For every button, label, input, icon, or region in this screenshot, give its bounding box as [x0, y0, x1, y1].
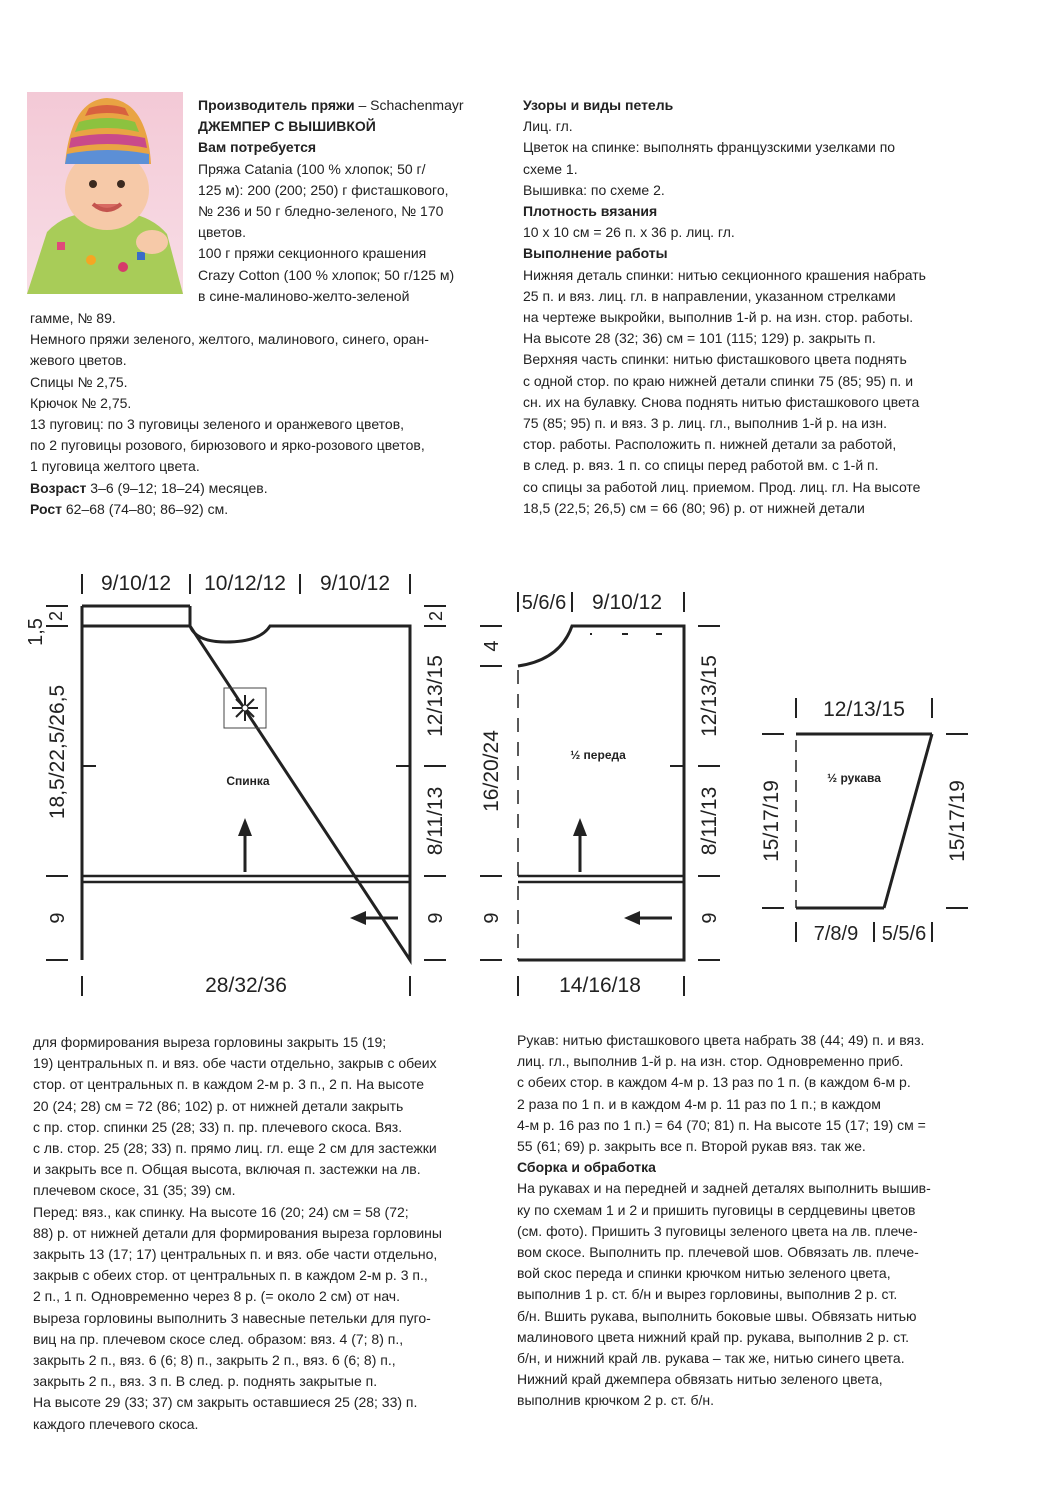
instruction-line: в след. р. вяз. 1 п. со спицы перед работой вм. с 1-й п.	[523, 457, 879, 474]
materials-line: жевого цветов.	[30, 352, 127, 369]
height-value: 62–68 (74–80; 86–92) см.	[62, 500, 229, 517]
text-line: 4-м р. 16 раз по 1 п.) = 64 (70; 81) п. На высоте 15 (17; 19) см =	[517, 1116, 926, 1133]
need-heading: Вам потребуется	[198, 139, 317, 156]
instruction-line: Лиц. гл.	[523, 118, 573, 135]
sleeve-piece-outline	[796, 734, 932, 908]
text-line: закрыть 2 п., вяз. 6 (6; 8) п., закрыть 2 п., вяз. 6 (6; 8) п.,	[33, 1352, 396, 1369]
materials-continued	[30, 308, 429, 520]
back-top-dim-3: 9/10/12	[319, 572, 391, 595]
work-heading: Выполнение работы	[523, 245, 668, 262]
materials-line: Немного пряжи зеленого, желтого, малинового, синего, оран-	[30, 331, 429, 348]
pattern-schematic	[0, 560, 1043, 1010]
back-piece-label: Спинка	[226, 774, 270, 788]
back-right-dim-2: 12/13/15	[424, 655, 447, 737]
producer-label: Производитель пряжи	[198, 97, 355, 113]
back-front-instructions	[33, 1032, 442, 1435]
materials-line: Пряжа Catania (100 % хлопок; 50 г/	[198, 160, 426, 177]
front-top-dim-1: 5/6/6	[521, 592, 567, 614]
instruction-line: на чертеже выкройки, выполнив 1-й р. на изн. стор. работы.	[523, 309, 914, 326]
front-piece-label: ½ переда	[570, 748, 626, 762]
back-left-dim-3: 18,5/22,5/26,5	[46, 684, 69, 820]
front-top-dim-2: 9/10/12	[591, 591, 663, 614]
text-line: 2 раза по 1 п. и в каждом 4-м р. 11 раз по 1 п.; в каждом	[517, 1095, 881, 1112]
back-left-dim-1: 1,5	[25, 618, 47, 646]
materials-line: 1 пуговица желтого цвета.	[30, 458, 200, 475]
age-label: Возраст	[30, 479, 87, 496]
materials-line: Спицы № 2,75.	[30, 373, 128, 390]
materials-line: Crazy Cotton (100 % хлопок; 50 г/125 м)	[198, 266, 455, 283]
materials-line: 125 м): 200 (200; 250) г фисташкового,	[198, 181, 449, 198]
text-line: (см. фото). Пришить 3 пуговицы зеленого цвета на лв. плече-	[517, 1222, 918, 1239]
text-line: Рукав: нитью фисташкового цвета набрать 38 (44; 49) п. и вяз.	[517, 1032, 925, 1048]
text-line: закрыв с обеих стор. от центральных п. в каждом 2-м р. 3 п.,	[33, 1267, 428, 1284]
back-top-dim-2: 10/12/12	[204, 572, 286, 595]
front-right-dim-1: 12/13/15	[698, 655, 721, 737]
text-line: На высоте 29 (33; 37) см закрыть оставшиеся 25 (28; 33) п.	[33, 1394, 418, 1411]
text-line: закрыть 13 (17; 17) центральных п. и вяз. обе части отдельно,	[33, 1246, 438, 1263]
sleeve-assembly-instructions	[517, 1030, 931, 1412]
text-line: с лв. стор. 25 (28; 33) п. прямо лиц. гл. еще 2 см для застежки	[33, 1140, 437, 1157]
instruction-line: 25 п. и вяз. лиц. гл. в направлении, указанном стрелками	[523, 287, 896, 304]
front-left-dim-1: 4	[481, 640, 503, 652]
materials-line: 13 пуговиц: по 3 пуговицы зеленого и оранжевого цветов,	[30, 416, 405, 433]
gauge-heading: Плотность вязания	[523, 203, 658, 220]
instruction-line: с одной стор. по краю нижней детали спинки 75 (85; 95) п. и	[523, 372, 914, 389]
instruction-line: На высоте 28 (32; 36) см = 101 (115; 129) р. закрыть п.	[523, 330, 876, 347]
text-line: и закрыть все п. Общая высота, включая п. застежки на лв.	[33, 1161, 421, 1178]
materials-line: № 236 и 50 г бледно-зеленого, № 170	[198, 203, 444, 220]
arrow-left-icon	[624, 911, 640, 925]
front-right-dim-3: 9	[699, 912, 721, 924]
instruction-line: схеме 1.	[523, 160, 578, 177]
instruction-line: Верхняя часть спинки: нитью фисташкового цвета поднять	[523, 351, 907, 368]
text-line: закрыть 2 п., вяз. 3 п. В след. р. поднять закрытые п.	[33, 1373, 378, 1390]
instructions-column	[523, 95, 926, 519]
text-line: б/н, и нижний край лв. рукава – так же, нитью синего цвета.	[517, 1350, 905, 1367]
back-right-dim-1: 2	[426, 610, 446, 622]
sleeve-bottom-dim-1: 7/8/9	[813, 923, 859, 945]
assembly-heading: Сборка и обработка	[517, 1159, 656, 1176]
arrow-up-icon	[238, 818, 252, 836]
back-left-dim-4: 9	[47, 912, 69, 924]
instruction-line: сн. их на булавку. Снова поднять нитью фисташкового цвета	[523, 393, 920, 410]
text-line: Перед: вяз., как спинку. На высоте 16 (20; 24) см = 58 (72;	[33, 1203, 409, 1220]
height-label: Рост	[30, 500, 62, 517]
text-line: с обеих стор. в каждом 4-м р. 13 раз по 1 п. (в каждом 6-м р.	[517, 1074, 911, 1091]
text-line: 20 (24; 28) см = 72 (86; 102) р. от нижней детали закрыть	[33, 1097, 404, 1114]
text-line: плечевом скосе, 31 (35; 39) см.	[33, 1182, 236, 1199]
sleeve-right-dim: 15/17/19	[946, 780, 969, 862]
text-line: вом скосе. Выполнить пр. плечевой шов. Обвязать лв. плече-	[517, 1244, 919, 1261]
baby-photo	[27, 92, 183, 294]
text-line: выреза горловины выполнить 3 навесные петельки для пуго-	[33, 1309, 431, 1326]
text-line: с пр. стор. спинки 25 (28; 33) п. пр. плечевого скоса. Вяз.	[33, 1118, 403, 1135]
text-line: каждого плечевого скоса.	[33, 1415, 199, 1432]
text-line: На рукавах и на передней и задней деталях выполнить вышив-	[517, 1180, 931, 1197]
text-line: выполнив 1 р. ст. б/н и вырез горловины, выполнив 2 р. ст.	[517, 1286, 898, 1303]
materials-line: Крючок № 2,75.	[30, 394, 132, 411]
instruction-line: Вышивка: по схеме 2.	[523, 181, 665, 198]
text-line: для формирования выреза горловины закрыть 15 (19;	[33, 1034, 387, 1050]
text-line: 2 п., 1 п. Одновременно через 8 р. (= около 2 см) от нач.	[33, 1288, 400, 1305]
instruction-line: 10 х 10 см = 26 п. х 36 р. лиц. гл.	[523, 224, 735, 241]
instruction-line: 75 (85; 95) п. и вяз. 3 р. лиц. гл., выполнив 1-й р. на изн.	[523, 415, 887, 432]
materials-line: в сине-малиново-желто-зеленой	[198, 287, 410, 304]
arrow-left-icon	[350, 911, 366, 925]
sleeve-piece-label: ½ рукава	[827, 771, 881, 785]
text-line: 88) р. от нижней детали для формирования выреза горловины	[33, 1224, 442, 1241]
materials-line: по 2 пуговицы розового, бирюзового и ярко-розового цветов,	[30, 437, 425, 454]
back-right-dim-4: 9	[425, 912, 447, 924]
pattern-title: ДЖЕМПЕР С ВЫШИВКОЙ	[198, 118, 376, 135]
text-line: лиц. гл., выполнив 1-й р. на изн. стор. Одновременно приб.	[517, 1053, 904, 1070]
back-right-dim-3: 8/11/13	[424, 786, 447, 856]
instruction-line: стор. работы. Расположить п. нижней детали за работой,	[523, 436, 897, 453]
producer-value: – Schachenmayr	[354, 97, 464, 113]
arrow-up-icon	[573, 818, 587, 836]
back-bottom-dim: 28/32/36	[205, 974, 287, 997]
text-line: малинового цвета нижний край пр. рукава, выполнив 2 р. ст.	[517, 1328, 910, 1345]
text-line: выполнив крючком 2 р. ст. б/н.	[517, 1392, 714, 1409]
text-line: 19) центральных п. и вяз. обе части отдельно, закрыв с обеих	[33, 1055, 437, 1072]
materials-line: 100 г пряжи секционного крашения	[198, 245, 427, 262]
instruction-line: Нижняя деталь спинки: нитью секционного крашения набрать	[523, 266, 926, 283]
text-line: Нижний край джемпера обвязать нитью зеленого цвета,	[517, 1371, 883, 1388]
back-left-dim-2: 2	[46, 610, 66, 622]
materials-line: цветов.	[198, 224, 246, 241]
text-line: 55 (61; 69) р. закрыть все п. Второй рукав вяз. так же.	[517, 1138, 866, 1155]
age-value: 3–6 (9–12; 18–24) месяцев.	[86, 479, 268, 496]
sleeve-top-dim: 12/13/15	[823, 698, 905, 721]
front-left-dim-2: 16/20/24	[480, 730, 503, 812]
patterns-heading: Узоры и виды петель	[523, 97, 674, 113]
text-line: вой скос переда и спинки крючком нитью зеленого цвета,	[517, 1265, 891, 1282]
text-line: ку по схемам 1 и 2 и пришить пуговицы в сердцевины цветов	[517, 1201, 916, 1218]
instruction-line: со спицы за работой лиц. приемом. Прод. лиц. гл. На высоте	[523, 478, 921, 495]
front-left-dim-3: 9	[481, 912, 503, 924]
front-bottom-dim: 14/16/18	[559, 974, 641, 997]
materials-line: гамме, № 89.	[30, 310, 116, 326]
front-right-dim-2: 8/11/13	[698, 786, 721, 856]
instruction-line: Цветок на спинке: выполнять французскими узелками по	[523, 139, 896, 156]
instruction-line: 18,5 (22,5; 26,5) см = 66 (80; 96) р. от нижней детали	[523, 499, 865, 516]
front-piece-outline	[518, 626, 684, 960]
materials-column	[198, 95, 464, 307]
text-line: стор. от центральных п. в каждом 2-м р. 3 п., 2 п. На высоте	[33, 1076, 425, 1093]
sleeve-left-dim: 15/17/19	[760, 780, 783, 862]
text-line: б/н. Вшить рукава, выполнить боковые швы. Обвязать нитью	[517, 1307, 917, 1324]
sleeve-bottom-dim-2: 5/5/6	[881, 923, 927, 945]
text-line: виц на пр. плечевом скосе след. образом: вяз. 4 (7; 8) п.,	[33, 1330, 404, 1347]
flower-motif-icon	[224, 688, 266, 728]
back-top-dim-1: 9/10/12	[100, 572, 172, 595]
